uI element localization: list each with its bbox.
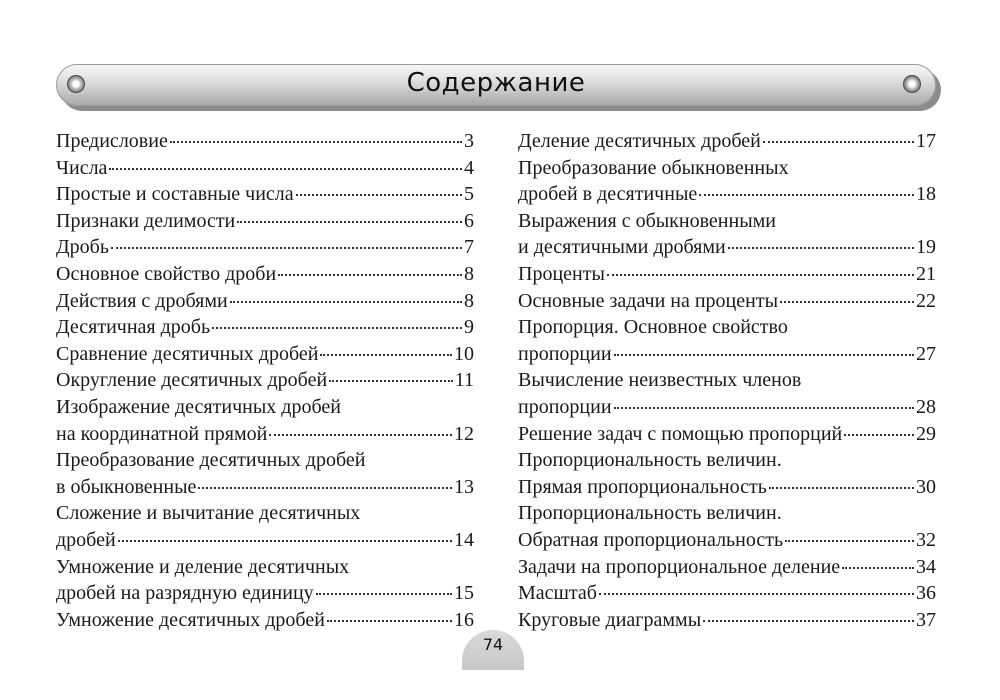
toc-entry-page: 14 <box>454 528 474 551</box>
dot-leader <box>842 567 914 569</box>
page-title: Содержание <box>406 68 586 98</box>
toc-entry-page: 27 <box>916 342 936 365</box>
dot-leader <box>607 274 914 276</box>
toc-entry <box>56 447 474 474</box>
toc-entry <box>518 155 936 182</box>
toc-entry <box>56 474 474 501</box>
toc-entry-page: 18 <box>916 183 936 206</box>
dot-leader <box>170 141 462 143</box>
toc-entry <box>56 580 474 607</box>
toc-entry-page: 12 <box>454 422 474 445</box>
toc-entry-title: Сложение и вычитание десятичных <box>56 502 361 525</box>
toc-entry-title: Проценты <box>518 262 605 285</box>
toc-entry <box>56 181 474 208</box>
toc-entry-page: 19 <box>916 236 936 259</box>
toc-entry-title: Прямая пропорциональность <box>518 475 767 498</box>
toc-entry-page: 5 <box>464 183 474 206</box>
toc-entry <box>518 367 936 394</box>
toc-entry <box>56 155 474 182</box>
toc-entry <box>56 607 474 634</box>
toc-entry-title: Пропорция. Основное свойство <box>518 316 788 339</box>
toc-entry <box>518 500 936 527</box>
toc-entry <box>518 527 936 554</box>
toc-entry <box>518 554 936 581</box>
toc-entry-title: Решение задач с помощью пропорций <box>518 422 843 445</box>
toc-entry <box>56 394 474 421</box>
toc-entry-title: Изображение десятичных дробей <box>56 395 341 418</box>
toc-entry-title: Умножение и деление десятичных <box>56 555 350 578</box>
toc-entry-title: пропорции <box>518 342 612 365</box>
toc-entry-page: 11 <box>454 369 474 392</box>
dot-leader <box>728 247 914 249</box>
toc-entry-title: на координатной прямой <box>56 422 268 445</box>
dot-leader <box>780 301 914 303</box>
page-number: 74 <box>462 630 524 670</box>
toc-entry-title: Простые и составные числа <box>56 183 294 206</box>
dot-leader <box>269 434 452 436</box>
dot-leader <box>844 434 914 436</box>
dot-leader <box>329 380 453 382</box>
toc-entry <box>56 128 474 155</box>
toc-entry-title: Дробь <box>56 236 109 259</box>
toc-entry-title: Основное свойство дроби <box>56 262 277 285</box>
toc-entry <box>56 208 474 235</box>
dot-leader <box>703 620 914 622</box>
toc-entry-title: Обратная пропорциональность <box>518 528 784 551</box>
toc-entry <box>56 261 474 288</box>
toc-entry-page: 3 <box>464 130 474 152</box>
toc-entry-title: пропорции <box>518 395 612 418</box>
toc-entry-page: 21 <box>916 262 936 285</box>
toc-entry-page: 4 <box>464 156 474 179</box>
toc-entry-title: Умножение десятичных дробей <box>56 608 325 631</box>
toc-entry-title: Вычисление неизвестных членов <box>518 369 802 392</box>
dot-leader <box>212 327 462 329</box>
dot-leader <box>316 593 452 595</box>
toc-entry-title: Выражения с обыкновенными <box>518 209 777 232</box>
toc-entry-page: 36 <box>916 582 936 605</box>
dot-leader <box>230 301 462 303</box>
toc-entry-page: 34 <box>916 555 936 578</box>
toc-entry-title: Действия с дробями <box>56 289 228 312</box>
toc-entry-title: Пропорциональность величин. <box>518 449 782 472</box>
dot-leader <box>614 354 914 356</box>
toc-entry <box>518 447 936 474</box>
toc-entry <box>56 288 474 315</box>
dot-leader <box>320 354 452 356</box>
toc-entry-page: 9 <box>464 316 474 339</box>
toc-entry <box>518 607 936 634</box>
toc-entry <box>518 394 936 421</box>
toc-entry-title: Деление десятичных дробей <box>518 130 761 152</box>
toc-entry-title: Пропорциональность величин. <box>518 502 782 525</box>
dot-leader <box>278 274 462 276</box>
toc-entry-page: 10 <box>454 342 474 365</box>
toc-entry-page: 8 <box>464 289 474 312</box>
toc-entry-title: Основные задачи на проценты <box>518 289 779 312</box>
toc-entry-page: 17 <box>916 130 936 152</box>
toc-entry-title: Десятичная дробь <box>56 316 211 339</box>
toc-entry-title: и десятичными дробями <box>518 236 726 259</box>
toc-entry-page: 8 <box>464 262 474 285</box>
toc-entry <box>518 128 936 155</box>
dot-leader <box>614 407 914 409</box>
toc-entry-page: 30 <box>916 475 936 498</box>
toc-entry-page: 28 <box>916 395 936 418</box>
toc-entry-title: Округление десятичных дробей <box>56 369 328 392</box>
dot-leader <box>118 540 452 542</box>
toc-entry-title: дробей <box>56 528 116 551</box>
toc-entry <box>56 554 474 581</box>
toc-entry <box>518 234 936 261</box>
toc-entry <box>518 474 936 501</box>
toc-entry <box>518 288 936 315</box>
toc-entry-title: Задачи на пропорциональное деление <box>518 555 841 578</box>
toc-entry-page: 29 <box>916 422 936 445</box>
dot-leader <box>111 247 462 249</box>
toc-entry-page: 13 <box>454 475 474 498</box>
toc-entry-title: дробей в десятичные <box>518 183 698 206</box>
rivet-icon <box>903 75 921 93</box>
toc-entry <box>518 181 936 208</box>
toc-entry-title: Числа <box>56 156 108 179</box>
toc-entry <box>518 421 936 448</box>
toc-entry-title: Круговые диаграммы <box>518 608 702 631</box>
dot-leader <box>237 221 462 223</box>
toc-entry <box>56 527 474 554</box>
toc-entry-title: дробей на разрядную единицу <box>56 582 314 605</box>
dot-leader <box>198 487 452 489</box>
toc-entry <box>518 314 936 341</box>
dot-leader <box>109 168 462 170</box>
toc-entry-page: 15 <box>454 582 474 605</box>
toc-entry <box>56 500 474 527</box>
toc-entry <box>56 341 474 368</box>
toc-entry <box>56 314 474 341</box>
toc-entry <box>518 208 936 235</box>
dot-leader <box>296 194 462 196</box>
toc-entry <box>518 261 936 288</box>
toc-entry-page: 22 <box>916 289 936 312</box>
dot-leader <box>763 141 914 143</box>
toc-entry-page: 32 <box>916 528 936 551</box>
toc-entry-title: Масштаб <box>518 582 597 605</box>
toc-entry-title: Преобразование обыкновенных <box>518 156 789 179</box>
title-banner <box>56 64 936 106</box>
toc-entry-page: 37 <box>916 608 936 631</box>
toc-entry-page: 7 <box>464 236 474 259</box>
toc-entry <box>518 580 936 607</box>
toc-entry-page: 6 <box>464 209 474 232</box>
toc-entry-title: Сравнение десятичных дробей <box>56 342 319 365</box>
toc-entry <box>56 421 474 448</box>
toc-entry-page: 16 <box>454 608 474 631</box>
toc-column-left <box>56 128 474 633</box>
dot-leader <box>599 593 914 595</box>
toc-entry <box>56 234 474 261</box>
toc-entry-title: Преобразование десятичных дробей <box>56 449 366 472</box>
dot-leader <box>769 487 914 489</box>
dot-leader <box>785 540 914 542</box>
toc-column-right <box>518 128 936 633</box>
toc-entry-title: Признаки делимости <box>56 209 236 232</box>
dot-leader <box>699 194 914 196</box>
toc-entry <box>56 367 474 394</box>
dot-leader <box>327 620 452 622</box>
toc-entry <box>518 341 936 368</box>
toc-entry-title: в обыкновенные <box>56 475 197 498</box>
toc-entry-title: Предисловие <box>56 130 168 152</box>
